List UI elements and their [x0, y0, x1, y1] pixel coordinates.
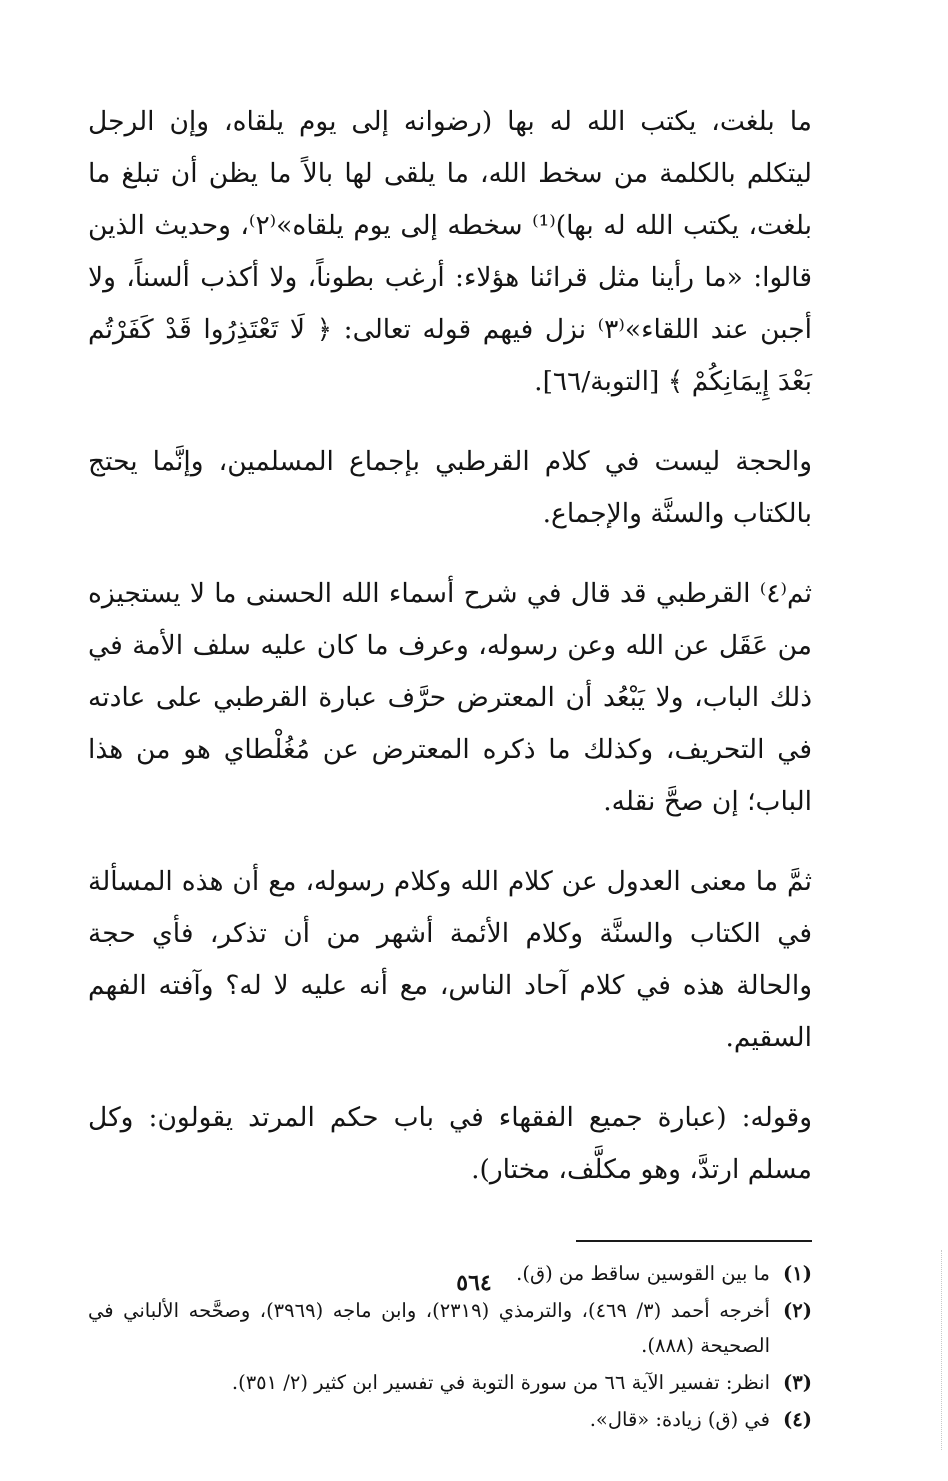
footnote-mark: (١) — [783, 1262, 812, 1285]
footnote-divider — [576, 1240, 812, 1242]
footnote-item — [88, 1365, 812, 1400]
footnote-text: انظر: تفسير الآية ٦٦ من سورة التوبة في تفسير ابن كثير (٢/ ٣٥١). — [231, 1371, 770, 1394]
footnote-item — [88, 1402, 812, 1437]
page-body — [88, 96, 812, 1439]
paragraph-2: والحجة ليست في كلام القرطبي بإجماع المسلمين، وإنَّما يحتج بالكتاب والسنَّة والإجماع. — [88, 446, 812, 529]
footnote-text: ما بين القوسين ساقط من (ق). — [516, 1262, 770, 1285]
footnote-text: في (ق) زيادة: «قال». — [589, 1408, 770, 1431]
footnote-mark: (٣) — [783, 1371, 812, 1394]
paragraph-4: ثمَّ ما معنى العدول عن كلام الله وكلام رسوله، مع أن هذه المسألة في الكتاب والسنَّة وكلام الأئمة أشهر من أن تذكر، فأي حجة والحالة هذه في كلام آحاد الناس، مع أنه عليه لا له؟ وآفته الفهم السقيم. — [88, 866, 812, 1053]
paragraph-1: ما بلغت، يكتب الله له بها (رضوانه إلى يوم يلقاه، وإن الرجل ليتكلم بالكلمة من سخط الله، ما يلقى لها بالاً ما يظن أن تبلغ ما بلغت، يكتب الله له بها)⁽¹⁾ سخطه إلى يوم يلقاه»⁽٢⁾، وحديث الذين قالوا: «ما رأينا مثل قرائنا هؤلاء: أرغب بطوناً، ولا أكذب ألسناً، ولا أجبن عند اللقاء»⁽٣⁾ نزل فيهم قوله تعالى: ﴿ لَا تَعْتَذِرُوا قَدْ كَفَرْتُم بَعْدَ إِيمَانِكُمْ ﴾ [التوبة/٦٦]. — [88, 106, 812, 397]
paragraph-5: وقوله: (عبارة جميع الفقهاء في باب حكم المرتد يقولون: وكل مسلم ارتدَّ، وهو مكلَّف، مختار). — [88, 1102, 812, 1185]
paragraph-3: ثم⁽٤⁾ القرطبي قد قال في شرح أسماء الله الحسنى ما لا يستجيزه من عَقَل عن الله وعن رسوله، وعرف ما كان عليه سلف الأمة في ذلك الباب، ولا يَبْعُد أن المعترض حرَّف عبارة القرطبي على عادته في التحريف، وكذلك ما ذكره المعترض عن مُغُلْطاي هو من هذا الباب؛ إن صحَّ نقله. — [88, 578, 812, 817]
page-number: ٥٦٤ — [456, 1270, 492, 1296]
footnote-mark: (٤) — [783, 1408, 812, 1431]
footnote-item — [88, 1293, 812, 1363]
footnote-text: أخرجه أحمد (٣/ ٤٦٩)، والترمذي (٢٣١٩)، وابن ماجه (٣٩٦٩)، وصحَّحه الألباني في الصحيحة (٨٨٨). — [88, 1299, 770, 1357]
scan-edge-line — [940, 1250, 942, 1450]
footnote-mark: (٢) — [783, 1299, 812, 1322]
